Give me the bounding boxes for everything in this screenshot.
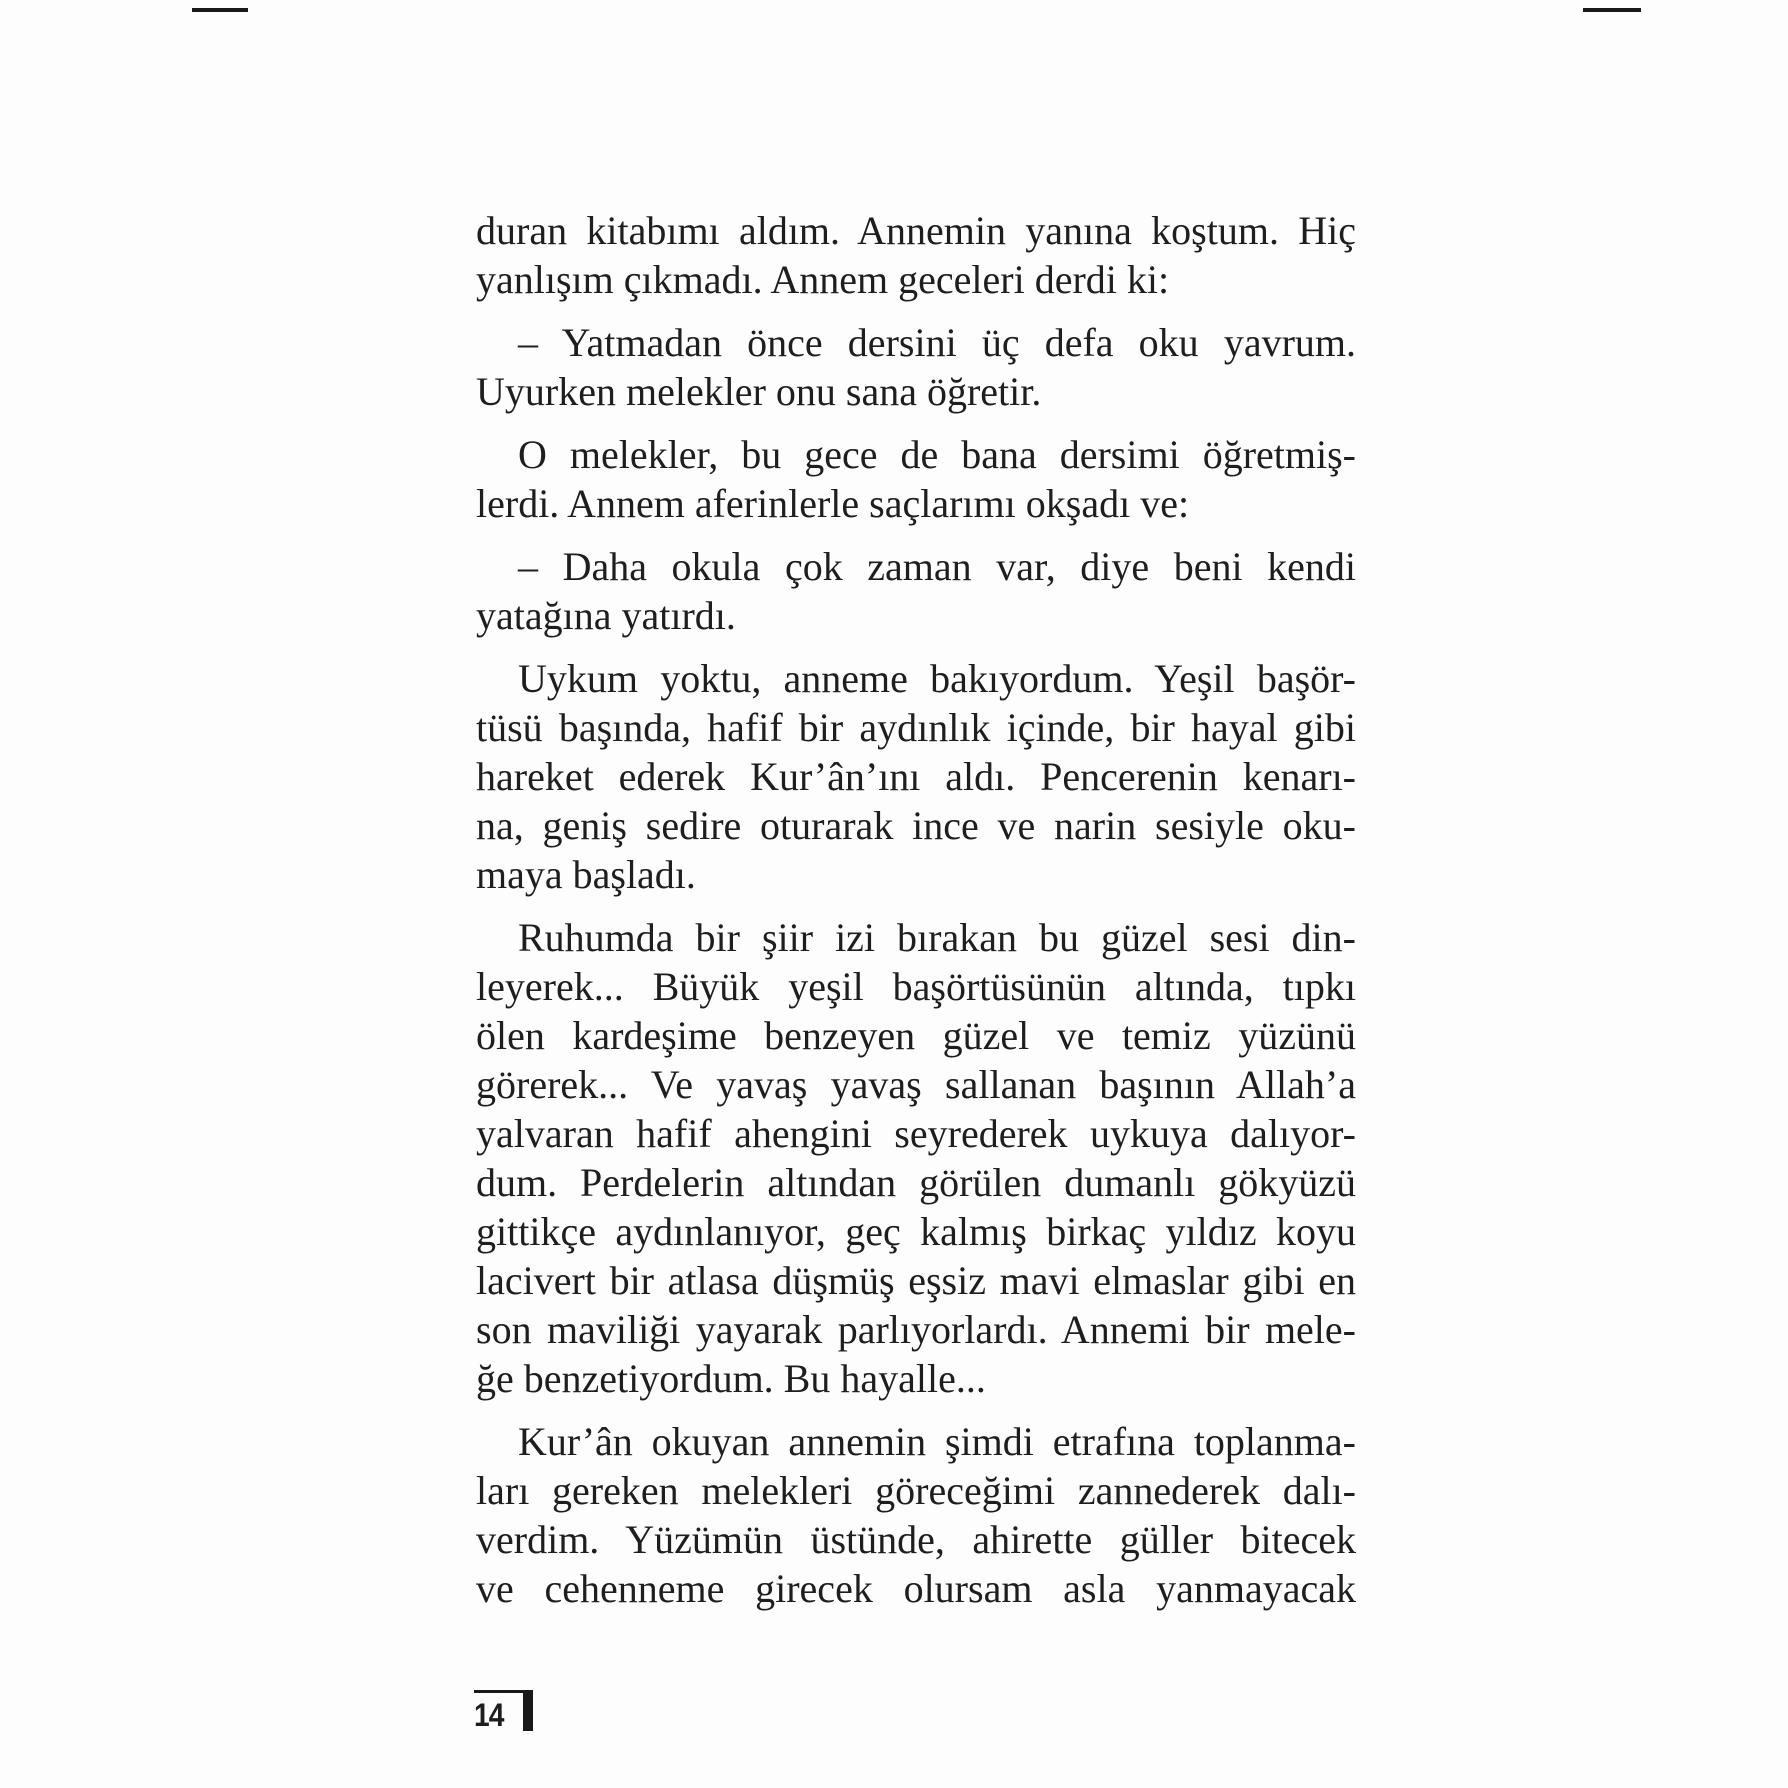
text-line: – Daha okula çok zaman var, diye beni kendi: [518, 544, 1356, 589]
text-line: ve cehenneme girecek olursam asla yanmayacak: [476, 1566, 1356, 1611]
text-line: gittikçe aydınlanıyor, geç kalmış birkaç yıldız koyu: [476, 1209, 1356, 1254]
text-line: Kur’ân okuyan annemin şimdi etrafına toplanma-: [518, 1419, 1356, 1464]
text-line: ğe benzetiyordum. Bu hayalle...: [476, 1356, 986, 1401]
folio-bar-icon: [523, 1690, 533, 1731]
text-line: duran kitabımı aldım. Annemin yanına koştum. Hiç: [476, 208, 1356, 253]
text-line: lacivert bir atlasa düşmüş eşsiz mavi elmaslar gibi en: [476, 1258, 1356, 1303]
text-line: Ruhumda bir şiir izi bırakan bu güzel sesi din-: [518, 915, 1356, 960]
text-line: Uyurken melekler onu sana öğretir.: [476, 369, 1042, 414]
text-line: son maviliği yayarak parlıyorlardı. Annemi bir mele-: [476, 1307, 1356, 1352]
text-line: dum. Perdelerin altından görülen dumanlı gökyüzü: [476, 1160, 1356, 1205]
text-line: hareket ederek Kur’ân’ını aldı. Pencerenin kenarı-: [476, 754, 1356, 799]
page-number: 14: [474, 1697, 504, 1733]
text-line: na, geniş sedire oturarak ince ve narin sesiyle oku-: [476, 803, 1356, 848]
text-line: Uykum yoktu, anneme bakıyordum. Yeşil başör-: [518, 656, 1356, 701]
text-line: leyerek... Büyük yeşil başörtüsünün altında, tıpkı: [476, 964, 1356, 1009]
page-footer: [474, 1688, 544, 1738]
text-line: verdim. Yüzümün üstünde, ahirette güller bitecek: [476, 1517, 1356, 1562]
text-line: ölen kardeşime benzeyen güzel ve temiz yüzünü: [476, 1013, 1356, 1058]
text-line: yalvaran hafif ahengini seyrederek uykuya dalıyor-: [476, 1111, 1356, 1156]
text-line: O melekler, bu gece de bana dersimi öğretmiş-: [518, 432, 1356, 477]
header-rule-right-icon: [1583, 8, 1641, 12]
text-line: tüsü başında, hafif bir aydınlık içinde, bir hayal gibi: [476, 705, 1356, 750]
text-line: görerek... Ve yavaş yavaş sallanan başının Allah’a: [476, 1062, 1356, 1107]
text-block: [476, 206, 1356, 1613]
text-line: lerdi. Annem aferinlerle saçlarımı okşadı ve:: [476, 481, 1190, 526]
text-line: maya başladı.: [476, 852, 696, 897]
text-line: yatağına yatırdı.: [476, 593, 736, 638]
text-line: yanlışım çıkmadı. Annem geceleri derdi ki:: [476, 257, 1170, 302]
header-rule-left-icon: [192, 8, 248, 12]
text-line: ları gereken melekleri göreceğimi zannederek dalı-: [476, 1468, 1356, 1513]
text-line: – Yatmadan önce dersini üç defa oku yavrum.: [518, 320, 1356, 365]
